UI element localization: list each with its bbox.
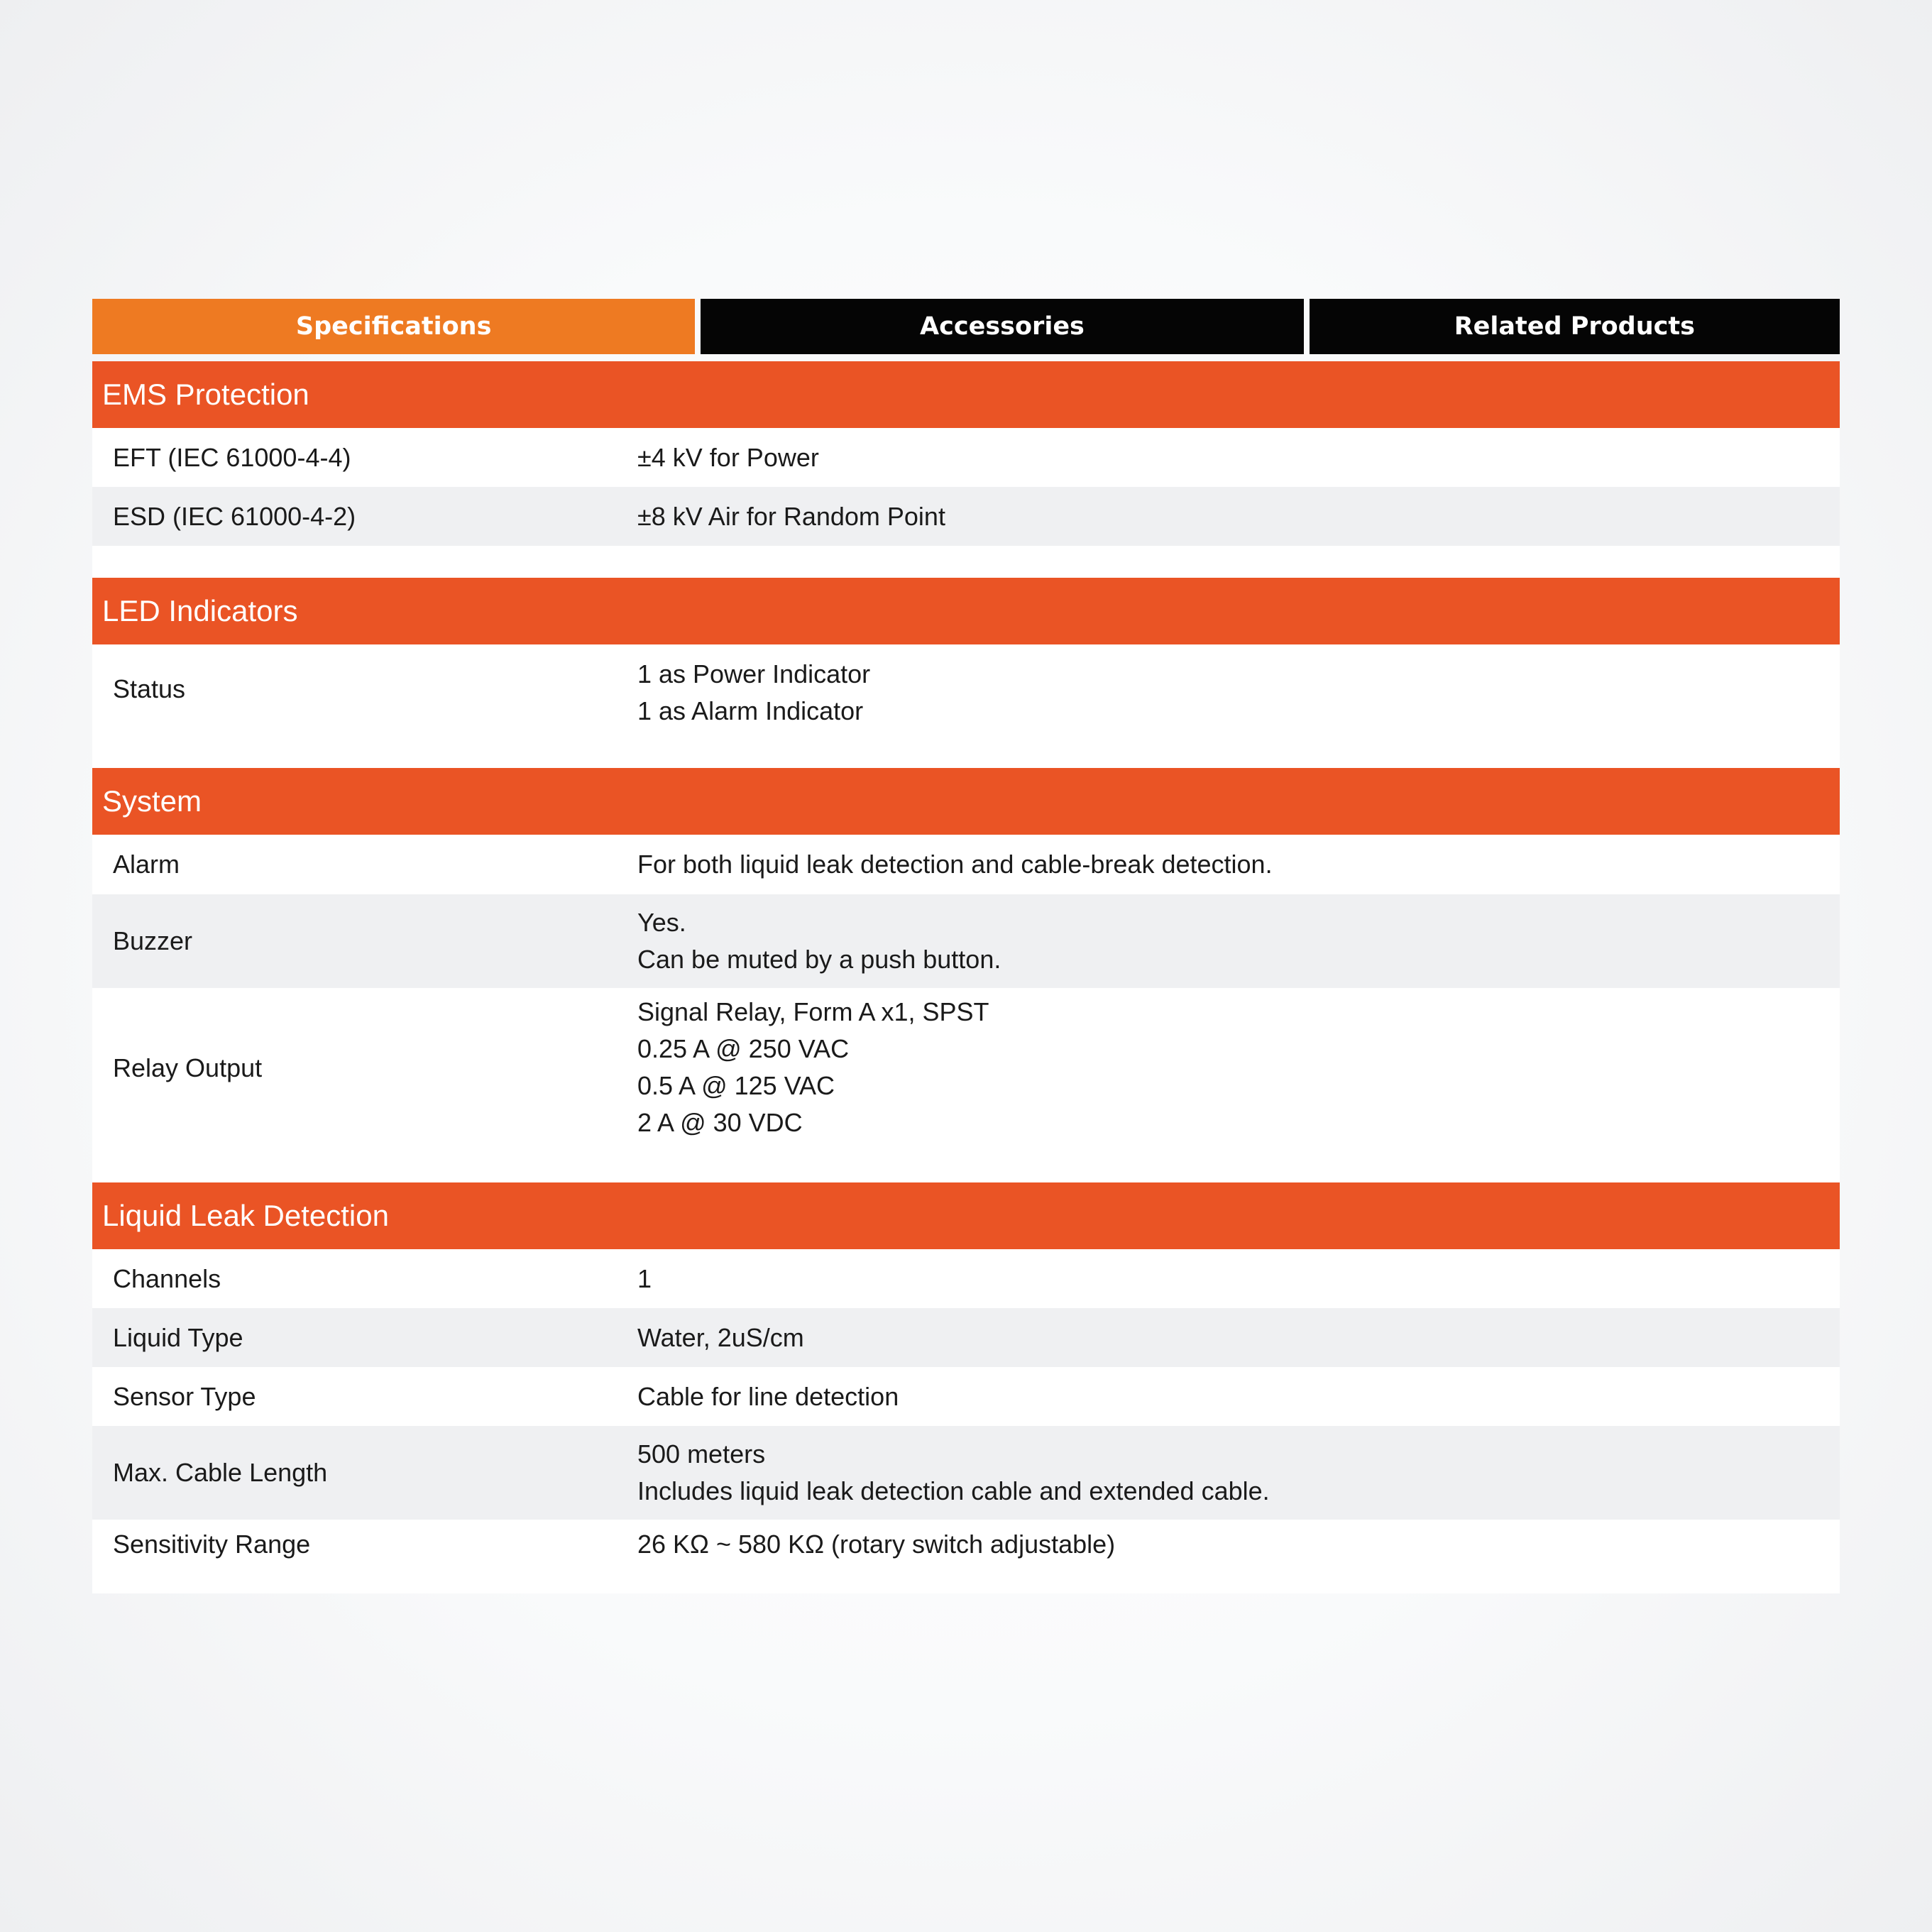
spec-row-buzzer	[92, 894, 1840, 988]
spec-label: Channels	[113, 1263, 221, 1293]
spec-value-line: 1 as Alarm Indicator	[637, 696, 864, 725]
spec-value	[637, 846, 1840, 883]
spec-row-relay-output	[92, 988, 1840, 1156]
spec-label: EFT (IEC 61000-4-4)	[113, 442, 351, 472]
spec-label: Sensor Type	[113, 1381, 256, 1411]
tab-gap	[92, 354, 1840, 361]
tab-specifications[interactable]: Specifications	[92, 299, 695, 354]
spec-row-sensor-type	[92, 1367, 1840, 1426]
spec-label: Liquid Type	[113, 1322, 243, 1352]
spec-value	[637, 994, 1840, 1141]
spec-row-eft	[92, 428, 1840, 487]
spec-row-max-cable-length	[92, 1426, 1840, 1520]
spec-value	[637, 656, 1840, 730]
section-ems-protection	[92, 361, 1840, 578]
spec-label: Status	[113, 674, 186, 703]
section-title: System	[92, 768, 1840, 835]
section-liquid-leak-detection	[92, 1182, 1840, 1593]
spec-row-esd	[92, 487, 1840, 546]
spec-label: Max. Cable Length	[113, 1458, 328, 1487]
spec-label: Alarm	[113, 850, 180, 879]
section-spacer	[92, 546, 1840, 578]
spec-row-channels	[92, 1249, 1840, 1308]
section-title: EMS Protection	[92, 361, 1840, 428]
tab-related-products[interactable]: Related Products	[1310, 299, 1840, 354]
spec-value-line: 0.25 A @ 250 VAC	[637, 1034, 850, 1063]
spec-value-line: ±8 kV Air for Random Point	[637, 501, 945, 531]
spec-value-line: 500 meters	[637, 1439, 766, 1469]
spec-value-line: Signal Relay, Form A x1, SPST	[637, 997, 989, 1026]
spec-value	[637, 1530, 1840, 1559]
section-title: Liquid Leak Detection	[92, 1182, 1840, 1249]
spec-value-line: Cable for line detection	[637, 1381, 899, 1411]
spec-value-line: Can be muted by a push button.	[637, 945, 1001, 974]
spec-value	[637, 904, 1840, 978]
spec-label: ESD (IEC 61000-4-2)	[113, 501, 356, 531]
section-title: LED Indicators	[92, 578, 1840, 644]
spec-value-line: Includes liquid leak detection cable and extended cable.	[637, 1476, 1270, 1505]
spec-row-liquid-type	[92, 1308, 1840, 1367]
tab-accessories[interactable]: Accessories	[701, 299, 1303, 354]
spec-row-sensitivity-range	[92, 1520, 1840, 1593]
spec-value-line: 2 A @ 30 VDC	[637, 1108, 803, 1137]
spec-value	[637, 1378, 1840, 1415]
spec-value	[637, 439, 1840, 476]
spec-row-alarm	[92, 835, 1840, 894]
spec-value-line: 1 as Power Indicator	[637, 659, 871, 688]
spec-value-line: 0.5 A @ 125 VAC	[637, 1071, 835, 1100]
spec-row-status	[92, 644, 1840, 744]
spec-label: Relay Output	[113, 1053, 263, 1082]
spec-value	[637, 498, 1840, 535]
section-spacer	[92, 1156, 1840, 1182]
section-led-indicators	[92, 578, 1840, 768]
spec-value	[637, 1261, 1840, 1297]
spec-value-line: ±4 kV for Power	[637, 442, 819, 472]
spec-value	[637, 1319, 1840, 1356]
spec-value-line: Yes.	[637, 908, 686, 937]
spec-value	[637, 1436, 1840, 1510]
spec-value-line: For both liquid leak detection and cable-break detection.	[637, 850, 1273, 879]
spec-value-line: Water, 2uS/cm	[637, 1322, 804, 1352]
section-system	[92, 768, 1840, 1182]
spec-value-line: 26 KΩ ~ 580 KΩ (rotary switch adjustable)	[637, 1530, 1116, 1559]
spec-value-line: 1	[637, 1263, 652, 1293]
section-spacer	[92, 744, 1840, 768]
spec-panel	[92, 299, 1840, 1593]
spec-label: Buzzer	[113, 926, 193, 955]
spec-label: Sensitivity Range	[113, 1530, 311, 1559]
tab-bar	[92, 299, 1840, 354]
